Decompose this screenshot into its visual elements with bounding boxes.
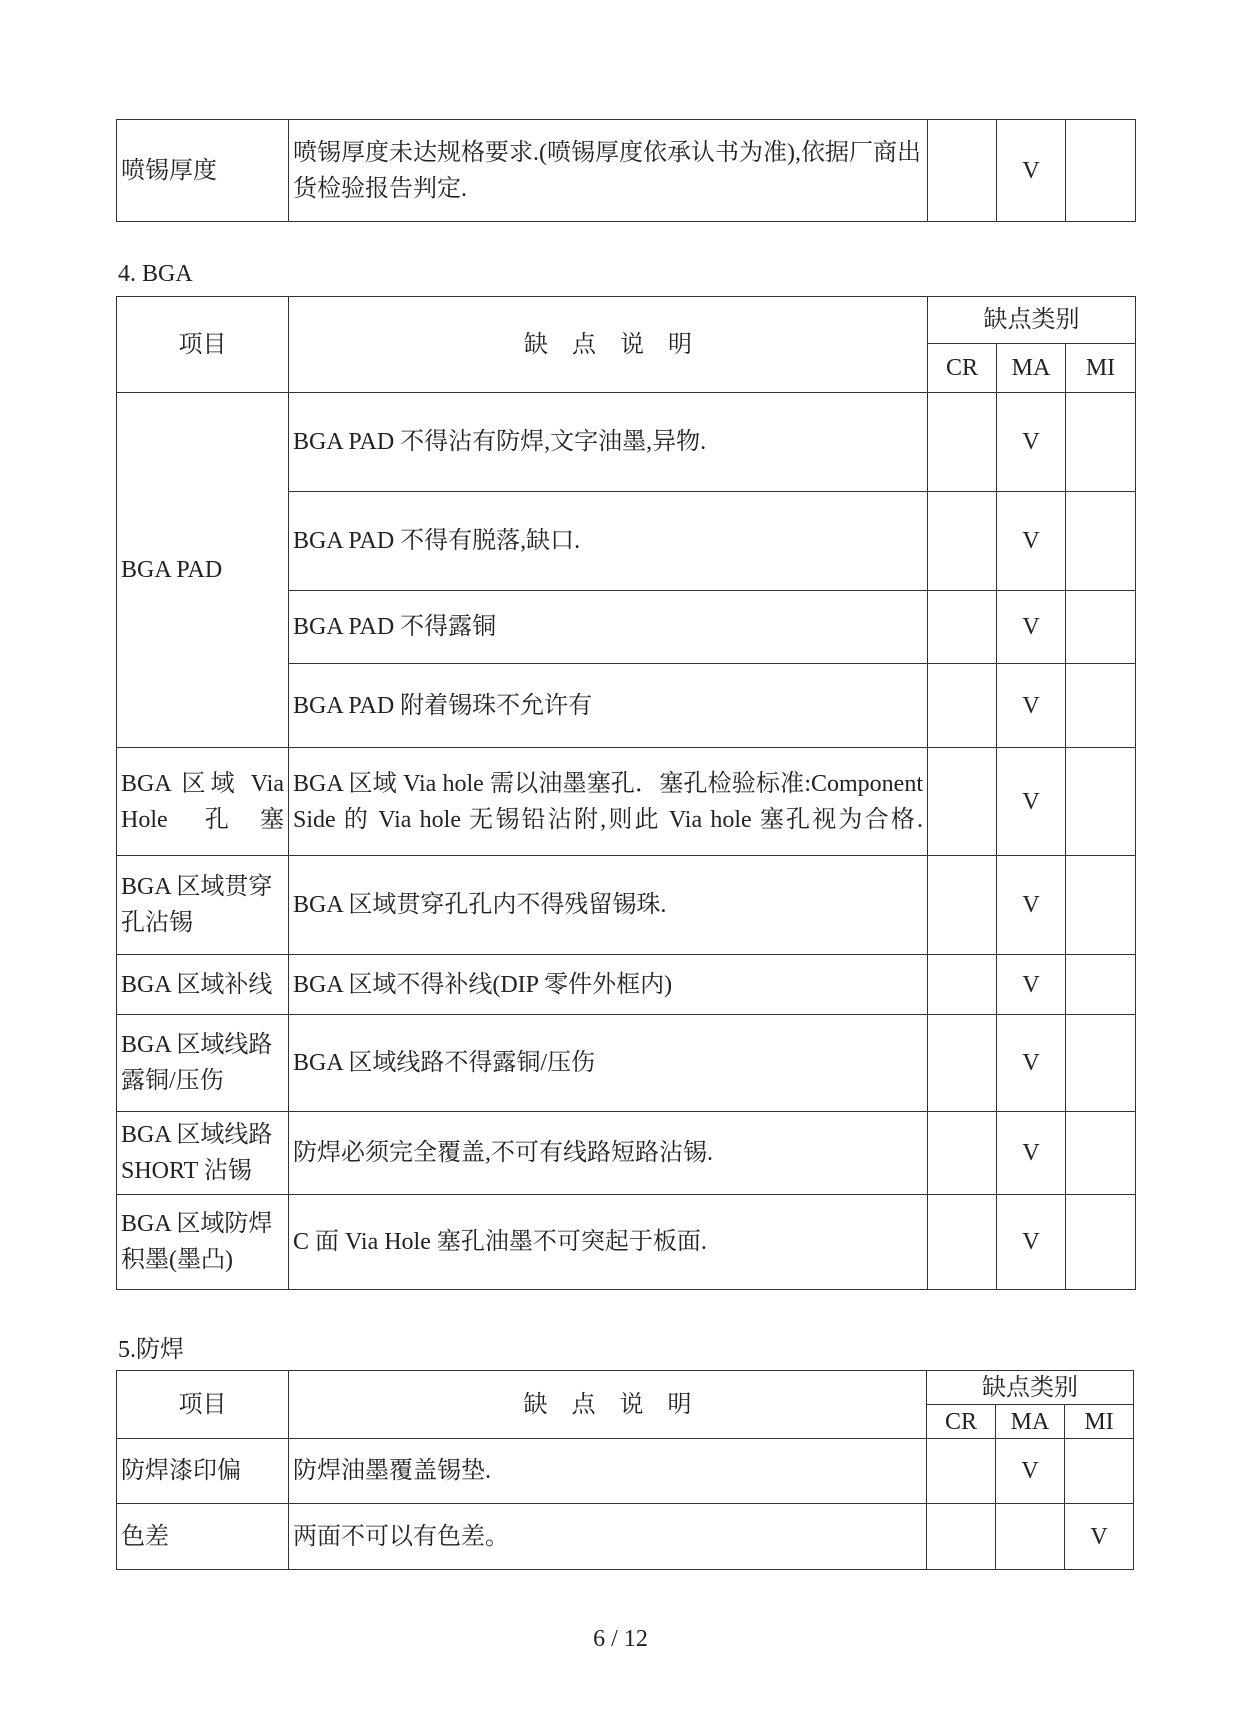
item-cell: BGA PAD: [117, 393, 289, 748]
item-cell: 防焊漆印偏: [117, 1439, 289, 1504]
cr-cell: [928, 1195, 997, 1290]
mi-cell: [1066, 1112, 1136, 1195]
header-row: [117, 1371, 1134, 1405]
ma-cell: V: [997, 591, 1066, 664]
ma-cell: V: [997, 856, 1066, 955]
header-item: 项目: [117, 297, 289, 393]
spray-tin-table: [116, 119, 1136, 222]
mi-cell: [1066, 492, 1136, 591]
mi-cell: [1066, 393, 1136, 492]
cr-cell: [928, 1015, 997, 1112]
header-cr: CR: [928, 344, 997, 393]
desc-cell: C 面 Via Hole 塞孔油墨不可突起于板面.: [289, 1195, 928, 1290]
ma-cell: V: [997, 393, 1066, 492]
table-row: [117, 1504, 1134, 1570]
table-row: [117, 1439, 1134, 1504]
table-row: [117, 856, 1136, 955]
desc-cell: 防焊油墨覆盖锡垫.: [289, 1439, 927, 1504]
item-cell: BGA 区域线路SHORT 沾锡: [117, 1112, 289, 1195]
mi-cell: [1066, 1195, 1136, 1290]
table-row: [117, 1015, 1136, 1112]
item-cell: BGA 区域 Via Hole 孔塞: [117, 748, 289, 856]
cr-cell: [928, 492, 997, 591]
mi-cell: [1066, 955, 1136, 1015]
mi-cell: [1066, 856, 1136, 955]
cr-cell: [927, 1504, 996, 1570]
item-cell: 色差: [117, 1504, 289, 1570]
item-cell: BGA 区域线路露铜/压伤: [117, 1015, 289, 1112]
desc-cell: 两面不可以有色差。: [289, 1504, 927, 1570]
desc-cell: BGA PAD 附着锡珠不允许有: [289, 664, 928, 748]
desc-cell: BGA 区域贯穿孔孔内不得残留锡珠.: [289, 856, 928, 955]
mi-cell: [1066, 748, 1136, 856]
ma-cell: V: [997, 1112, 1066, 1195]
mi-cell: [1065, 1439, 1134, 1504]
item-cell: BGA 区域补线: [117, 955, 289, 1015]
ma-cell: V: [996, 1439, 1065, 1504]
ma-cell: V: [997, 1195, 1066, 1290]
header-row: [117, 297, 1136, 344]
desc-cell: 喷锡厚度未达规格要求.(喷锡厚度依承认书为准),依据厂商出货检验报告判定.: [289, 120, 928, 222]
table-row: [117, 955, 1136, 1015]
mi-cell: [1066, 664, 1136, 748]
cr-cell: [928, 856, 997, 955]
mi-cell: V: [1065, 1504, 1134, 1570]
ma-cell: V: [997, 1015, 1066, 1112]
header-mi: MI: [1066, 344, 1136, 393]
mi-cell: [1066, 120, 1136, 222]
desc-cell: BGA 区域不得补线(DIP 零件外框内): [289, 955, 928, 1015]
header-cr: CR: [927, 1405, 996, 1439]
header-item: 项目: [117, 1371, 289, 1439]
solder-mask-table: [116, 1370, 1134, 1570]
ma-cell: V: [997, 120, 1066, 222]
desc-cell: BGA PAD 不得有脱落,缺口.: [289, 492, 928, 591]
cr-cell: [928, 955, 997, 1015]
header-category: 缺点类别: [927, 1371, 1134, 1405]
table-row: [117, 1195, 1136, 1290]
mi-cell: [1066, 1015, 1136, 1112]
header-mi: MI: [1065, 1405, 1134, 1439]
table-row: [117, 1112, 1136, 1195]
header-desc: 缺 点 说 明: [289, 297, 928, 393]
ma-cell: V: [997, 492, 1066, 591]
ma-cell: V: [997, 664, 1066, 748]
ma-cell: V: [997, 748, 1066, 856]
cr-cell: [928, 748, 997, 856]
desc-cell: BGA PAD 不得露铜: [289, 591, 928, 664]
cr-cell: [928, 664, 997, 748]
item-cell: BGA 区域防焊积墨(墨凸): [117, 1195, 289, 1290]
desc-cell: 防焊必须完全覆盖,不可有线路短路沾锡.: [289, 1112, 928, 1195]
mi-cell: [1066, 591, 1136, 664]
table-row: [117, 748, 1136, 856]
header-ma: MA: [996, 1405, 1065, 1439]
desc-cell: BGA 区域线路不得露铜/压伤: [289, 1015, 928, 1112]
ma-cell: V: [997, 955, 1066, 1015]
cr-cell: [928, 393, 997, 492]
desc-cell: BGA 区域 Via hole 需以油墨塞孔．塞孔检验标准:Component Side 的 Via hole 无锡铅沾附,则此 Via hole 塞孔视为合格.: [289, 748, 928, 856]
ma-cell: [996, 1504, 1065, 1570]
desc-cell: BGA PAD 不得沾有防焊,文字油墨,异物.: [289, 393, 928, 492]
cr-cell: [928, 591, 997, 664]
cr-cell: [927, 1439, 996, 1504]
header-ma: MA: [997, 344, 1066, 393]
header-category: 缺点类别: [928, 297, 1136, 344]
item-cell: 喷锡厚度: [117, 120, 289, 222]
table-row: [117, 120, 1136, 222]
cr-cell: [928, 1112, 997, 1195]
page-number: 6 / 12: [593, 1626, 648, 1652]
bga-table: [116, 296, 1136, 1290]
section-heading-solder-mask: 5.防焊: [118, 1337, 184, 1363]
table-row: [117, 393, 1136, 492]
section-heading-bga: 4. BGA: [118, 261, 193, 287]
item-cell: BGA 区域贯穿孔沾锡: [117, 856, 289, 955]
cr-cell: [928, 120, 997, 222]
header-desc: 缺 点 说 明: [289, 1371, 927, 1439]
